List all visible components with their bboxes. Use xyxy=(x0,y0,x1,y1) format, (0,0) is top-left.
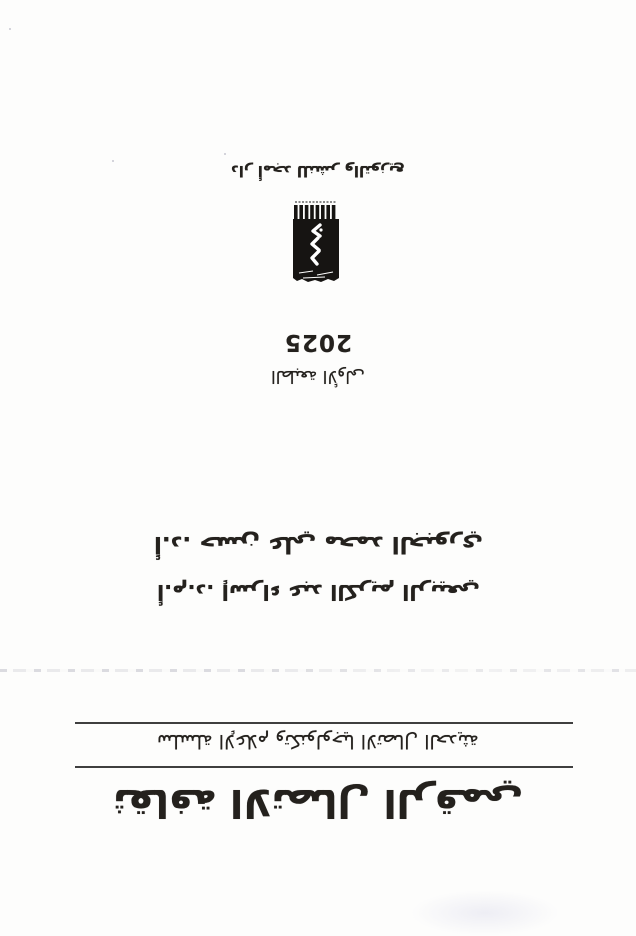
series-rule-bottom xyxy=(75,766,573,768)
year-row xyxy=(0,329,636,355)
publisher-logo-stamp xyxy=(287,199,345,287)
scan-speck xyxy=(224,153,226,155)
scan-smudge xyxy=(410,890,560,936)
publisher-logo-icon xyxy=(287,199,345,287)
edition-statement: الطبعة الأولى xyxy=(271,366,365,386)
author-row-2 xyxy=(0,580,636,604)
series-row xyxy=(0,730,636,752)
scan-fold-artifact xyxy=(0,669,636,672)
author-name-1: أ.د. حسن علي محمد الجبوري xyxy=(153,531,483,557)
publisher-line-row xyxy=(0,162,636,180)
book-title-row xyxy=(0,781,636,825)
author-row-1 xyxy=(0,531,636,557)
scan-speck xyxy=(112,160,114,162)
author-name-2: أ.م.د. إسراء عبد الكريم الربيعي xyxy=(156,580,480,604)
series-rule-top xyxy=(75,722,573,724)
edition-row xyxy=(0,366,636,386)
series-title: سلسلة الإعلام وتكنولوجيا الاتصال الحديثة xyxy=(157,730,479,752)
scan-speck xyxy=(9,28,11,30)
publication-year: 2025 xyxy=(283,329,352,355)
book-title: ثقافة الاتصال الرقمي xyxy=(112,781,524,825)
publisher-name: دار أمجد للنشر والتوزيع xyxy=(231,162,405,180)
